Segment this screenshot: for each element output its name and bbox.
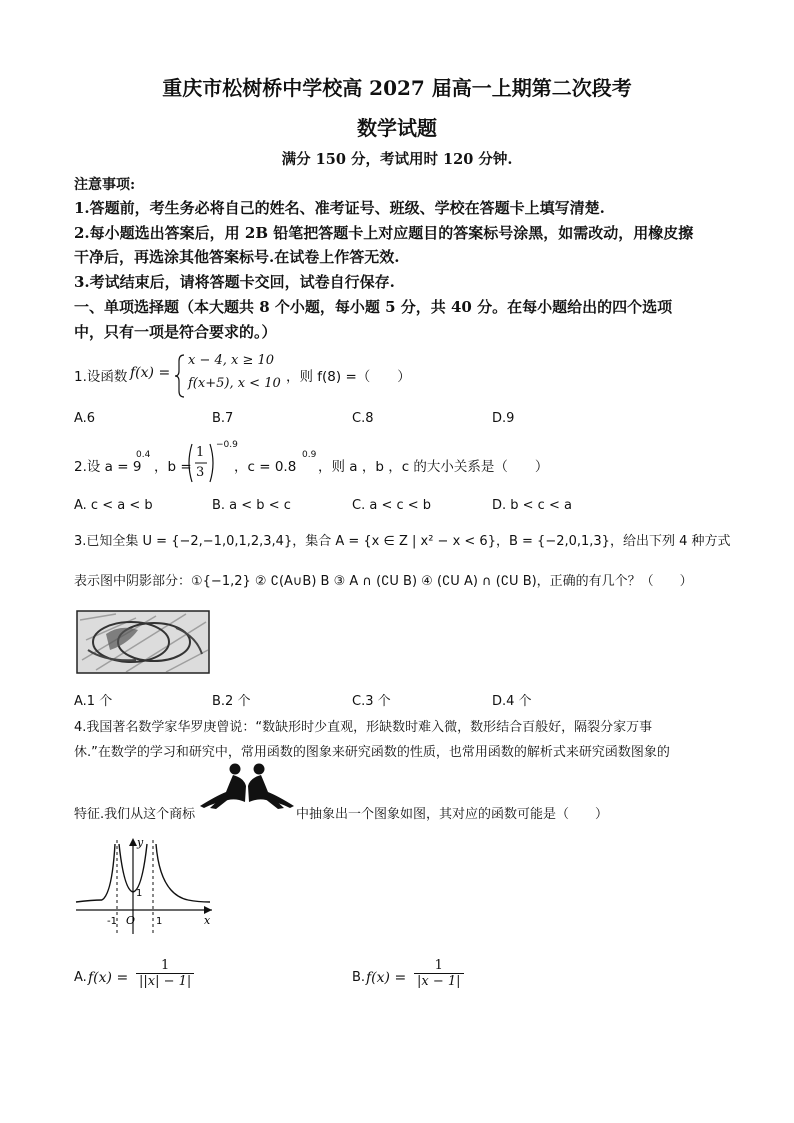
q2-option-c[interactable]: C. a < c < b (352, 498, 432, 513)
q1-prefix: 1.设函数 (74, 369, 128, 385)
q2-option-d[interactable]: D. b < c < a (492, 498, 572, 513)
q4-option-b-fraction (414, 958, 464, 989)
q2-text-b: ，b = (154, 459, 192, 475)
q2-frac-den: 3 (196, 465, 205, 480)
q3-option-c[interactable]: C.3 个 (352, 694, 391, 709)
q2-text-c: ，c = 0.8 (234, 459, 297, 475)
q1-case2: f(x+5), x < 10 (188, 376, 281, 391)
q4-option-a-f: f(x) = (88, 970, 129, 986)
q4-line1: 4.我国著名数学家华罗庚曾说：“数缺形时少直观，形缺数时难入微，数形结合百般好，隔裂分家万事 (74, 720, 653, 735)
q1-option-a[interactable]: A.6 (74, 411, 96, 426)
q2-text-a: 2.设 a = 9 (74, 459, 142, 475)
subject-title: 数学试题 (357, 116, 437, 140)
kappa-logo-image (200, 762, 294, 810)
q1-brace (174, 353, 186, 399)
q2-option-a[interactable]: A. c < a < b (74, 498, 153, 513)
q2-option-b[interactable]: B. a < b < c (212, 498, 291, 513)
q4-line3b: 中抽象出一个图象如图，其对应的函数可能是（ ） (296, 807, 609, 822)
q3-line2: 表示图中阴影部分：①{−1,2} ② ∁(A∪B) B ③ A ∩ (∁U B) ④ (∁U A) ∩ (∁U B)，正确的有几个？（ ） (74, 574, 693, 589)
q3-line1: 3.已知全集 U = {−2,−1,0,1,2,3,4}，集合 A = {x ∈ Z | x² − x < 6}，B = {−2,0,1,3}，给出下列 4 种方式 (74, 534, 731, 549)
q4-option-b-num: 1 (414, 958, 464, 974)
q2-suffix: ，则 a ，b ，c 的大小关系是（ ） (318, 459, 549, 475)
curve-far-left (102, 844, 115, 900)
note-item-2-line1: 2.每小题选出答案后，用 2B 铅笔把答题卡上对应题目的答案标号涂黑，如需改动，用橡皮擦 (74, 224, 694, 242)
q4-option-a-num: 1 (136, 958, 194, 974)
note-item-2-line2: 干净后，再选涂其他答案标号.在试卷上作答无效. (74, 248, 400, 266)
q3-option-b[interactable]: B.2 个 (212, 694, 251, 709)
q1-option-d[interactable]: D.9 (492, 411, 515, 426)
note-item-3: 3.考试结束后，请将答题卡交回，试卷自行保存. (74, 273, 395, 291)
y-label: y (137, 836, 144, 849)
q4-line2: 休.”在数学的学习和研究中，常用函数的图象来研究函数的性质，也常用函数的解析式来研究函数图象的 (74, 745, 670, 760)
q3-option-d[interactable]: D.4 个 (492, 694, 532, 709)
question-2 (74, 440, 549, 486)
q2-exp-a: 0.4 (136, 450, 151, 460)
q2-frac-num: 1 (196, 445, 205, 460)
exam-info: 满分 150 分，考试用时 120 分钟. (281, 151, 513, 168)
q3-option-a[interactable]: A.1 个 (74, 694, 113, 709)
q2-exp-b: −0.9 (216, 440, 238, 450)
tick-pos1: 1 (156, 916, 163, 927)
q1-case1: x − 4, x ≥ 10 (188, 353, 275, 368)
q4-line3a: 特征.我们从这个商标 (74, 807, 196, 822)
note-item-1: 1.答题前，考生务必将自己的姓名、准考证号、班级、学校在答题卡上填写清楚. (74, 199, 605, 217)
q1-option-b[interactable]: B.7 (212, 411, 234, 426)
q1-suffix: ，则 f(8) =（ ） (286, 369, 411, 385)
q1-fx: f(x) = (130, 365, 171, 381)
q1-option-c[interactable]: C.8 (352, 411, 374, 426)
q4-option-b-f: f(x) = (366, 970, 407, 986)
tick-y1: 1 (136, 888, 143, 899)
origin-label: O (126, 914, 136, 927)
section1-line1: 一、单项选择题（本大题共 8 个小题，每小题 5 分，共 40 分。在每小题给出的四个选项 (74, 298, 673, 316)
venn-diagram-image (76, 610, 210, 674)
q2-exp-c: 0.9 (302, 450, 317, 460)
school-title: 重庆市松树桥中学校高 2027 届高一上期第二次段考 (162, 76, 632, 100)
function-graph (72, 834, 222, 938)
q4-option-b-label: B. (352, 970, 366, 985)
curve-far-right (156, 844, 188, 900)
q4-option-a-fraction (136, 958, 194, 989)
section1-line2: 中，只有一项是符合要求的。） (74, 323, 277, 341)
q4-option-a-label: A. (74, 970, 87, 985)
q4-option-a-den: ||x| − 1| (139, 974, 192, 989)
tick-neg1: -1 (107, 916, 117, 927)
q4-option-b-den: |x − 1| (417, 974, 461, 989)
notes-heading: 注意事项: (74, 177, 136, 193)
x-label: x (204, 914, 211, 927)
